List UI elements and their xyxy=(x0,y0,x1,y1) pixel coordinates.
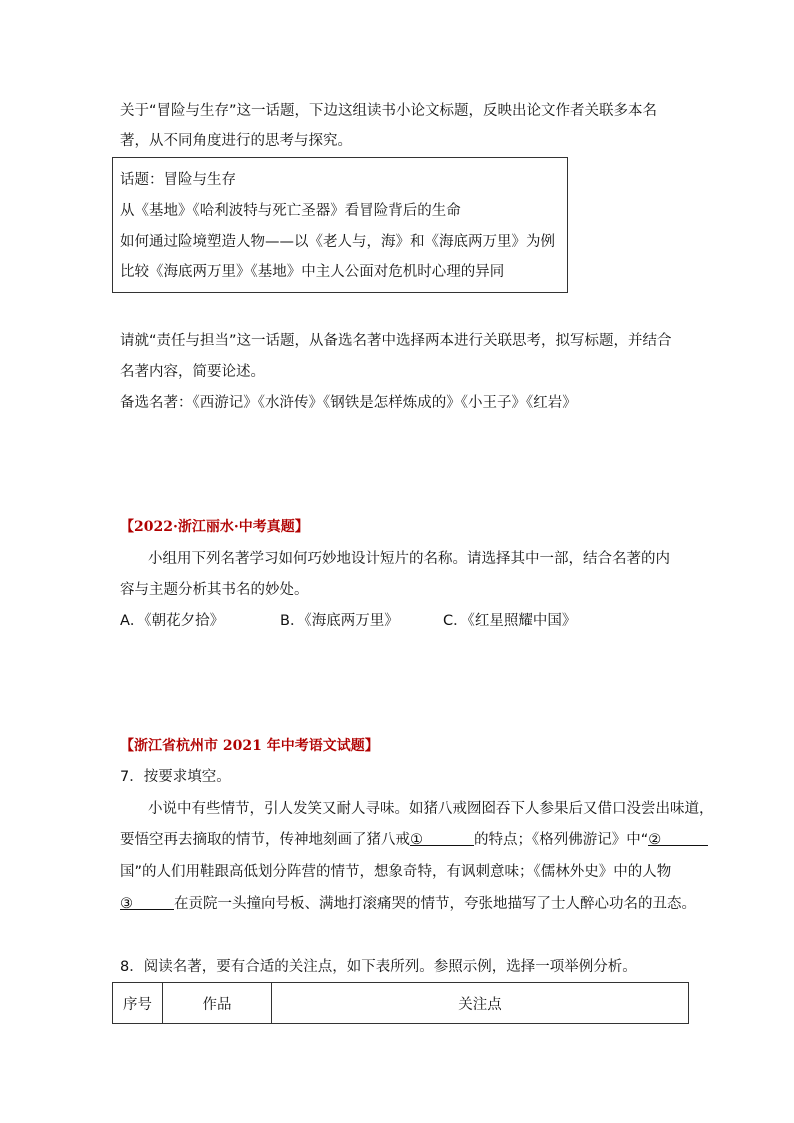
q7-line-2: 要悟空再去摘取的情节，传神地刻画了猪八戒① 的特点；《格列佛游记》中“② xyxy=(120,830,708,850)
topic-box-item: 如何通过险境塑造人物——以《老人与，海》和《海底两万里》为例 xyxy=(120,234,555,250)
q2022-line-1: 小组用下列名著学习如何巧妙地设计短片的名称。请选择其中一部，结合名著的内 xyxy=(148,551,670,567)
q7-line-4: ③ 在贡院一头撞向号板、满地打滚痛哭的情节，夸张地描写了士人醉心功名的丑态。 xyxy=(120,896,696,912)
q8-title: 8．阅读名著，要有合适的关注点，如下表所列。参照示例，选择一项举例分析。 xyxy=(120,959,637,975)
table-header-focus: 关注点 xyxy=(458,996,502,1013)
task-line-2: 名著内容，简要论述。 xyxy=(120,364,265,380)
topic-box xyxy=(112,157,568,293)
fill-blank-2[interactable]: ② xyxy=(648,830,708,846)
table-header-work: 作品 xyxy=(163,983,272,1023)
intro-line-1: 关于“冒险与生存”这一话题，下边这组读书小论文标题，反映出论文作者关联多本名 xyxy=(120,103,658,119)
source-label-2022: 【2022·浙江丽水·中考真题】 xyxy=(120,519,309,535)
option-b: B．《海底两万里》 xyxy=(280,613,399,629)
fill-blank-1[interactable]: ① xyxy=(410,830,474,846)
topic-box-item: 比较《海底两万里》《基地》中主人公面对危机时心理的异同 xyxy=(120,264,505,280)
table-header-index: 序号 xyxy=(113,983,163,1023)
q7-line-1: 小说中有些情节，引人发笑又耐人寻味。如猪八戒囫囵吞下人参果后又借口没尝出味道， xyxy=(148,801,714,817)
task-line-1: 请就“责任与担当”这一话题，从备选名著中选择两本进行关联思考，拟写标题，并结合 xyxy=(120,333,672,349)
fill-blank-3[interactable]: ③ xyxy=(120,894,174,910)
focus-table xyxy=(112,982,689,1024)
q2022-line-2: 容与主题分析其书名的妙处。 xyxy=(120,582,309,598)
topic-box-item: 从《基地》《哈利波特与死亡圣器》看冒险背后的生命 xyxy=(120,203,461,219)
source-label-2021: 【浙江省杭州市 2021 年中考语文试题】 xyxy=(120,738,379,754)
option-c: C．《红星照耀中国》 xyxy=(443,613,577,629)
q7-line-3: 国”的人们用鞋跟高低划分阵营的情节，想象奇特，有讽刺意味；《儒林外史》中的人物 xyxy=(120,864,672,880)
q7-title: 7．按要求填空。 xyxy=(120,769,231,785)
intro-line-2: 著，从不同角度进行的思考与探究。 xyxy=(120,133,352,149)
topic-box-item: 话题：冒险与生存 xyxy=(120,172,236,188)
option-a: A．《朝花夕拾》 xyxy=(120,613,225,629)
task-line-3: 备选名著：《西游记》《水浒传》《钢铁是怎样炼成的》《小王子》《红岩》 xyxy=(120,395,577,411)
